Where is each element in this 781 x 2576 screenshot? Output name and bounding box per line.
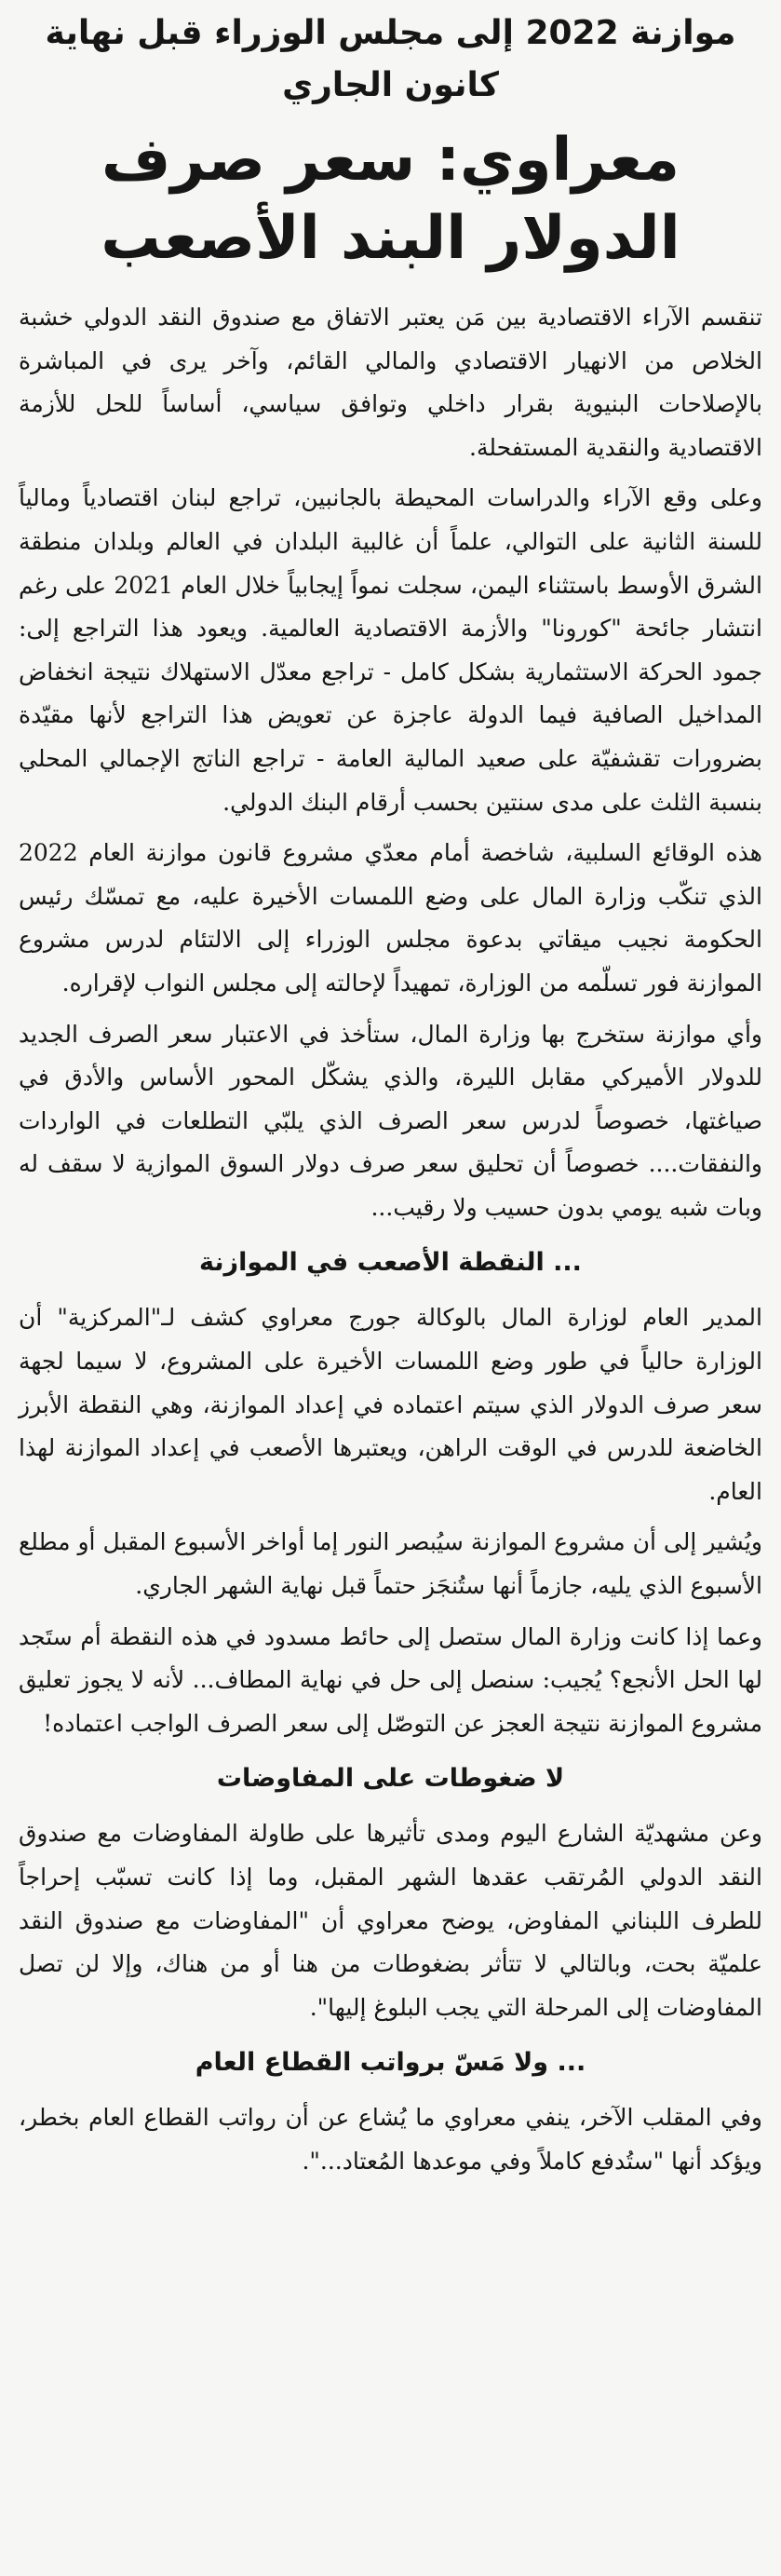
- body-paragraph-4: وأي موازنة ستخرج بها وزارة المال، ستأخذ في الاعتبار سعر الصرف الجديد للدولار الأميركي مقابل الليرة، والذي يشكّل المحور الأساس والأدق في صياغتها، خصوصاً لدرس سعر الصرف الذي يلبّي التطلعات في الواردات والنفقات.... خصوصاً أن تحليق سعر صرف دولار السوق الموازية لا سقف له وبات شبه يومي بدون حسيب ولا رقيب...: [19, 1020, 762, 1221]
- section4-paragraph-1: وفي المقلب الآخر، ينفي معراوي ما يُشاع عن أن رواتب القطاع العام بخطر، ويؤكد أنها "ستُدفع كاملاً وفي موعدها المُعتاد...".: [19, 2104, 762, 2175]
- body-paragraph-1: تنقسم الآراء الاقتصادية بين مَن يعتبر الاتفاق مع صندوق النقد الدولي خشبة الخلاص من الانهيار الاقتصادي والمالي القائم، وآخر يرى في المباشرة بالإصلاحات البنيوية بقرار داخلي وتوافق سياسي، أساساً للحل للأزمة الاقتصادية والنقدية المستفحلة.: [19, 304, 762, 461]
- headline-line-1: معراوي: سعر صرف: [101, 126, 680, 195]
- body-paragraph-2: وعلى وقع الآراء والدراسات المحيطة بالجانبين، تراجع لبنان اقتصادياً ومالياً للسنة الثانية على التوالي، علماً أن غالبية البلدان في العالم وبلدان منطقة الشرق الأوسط باستثناء اليمن، سجلت نمواً إيجابياً خلال العام 2021 على رغم انتشار جائحة "كورونا" والأزمة الاقتصادية العالمية. ويعود هذا التراجع إلى: جمود الحركة الاستثمارية بشكل كامل - تراجع معدّل الاستهلاك نتيجة انخفاض المداخيل الصافية فيما الدولة عاجزة عن تعويض هذا التراجع لأنها مقيّدة بضرورات تقشفيّة على صعيد المالية العامة - تراجع الناتج الإجمالي المحلي بنسبة الثلث على مدى سنتين بحسب أرقام البنك الدولي.: [19, 484, 762, 816]
- headline-line-2: الدولار البند الأصعب: [101, 204, 680, 273]
- section3-paragraph-1: وعن مشهديّة الشارع اليوم ومدى تأثيرها على طاولة المفاوضات مع صندوق النقد الدولي المُرتقب عقدها الشهر المقبل، وما إذا كانت تسبّب إحراجاً للطرف اللبناني المفاوض، يوضح معراوي أن "المفاوضات مع صندوق النقد علميّة بحت، وبالتالي لا تتأثر بضغوطات من هنا أو من هناك، وإلا لن تصل المفاوضات إلى المرحلة التي يجب البلوغ إليها".: [19, 1820, 762, 2021]
- article-headline: [19, 121, 762, 278]
- body-paragraph-3: هذه الوقائع السلبية، شاخصة أمام معدّي مشروع قانون موازنة العام 2022 الذي تنكّب وزارة المال على وضع اللمسات الأخيرة عليه، مع تمسّك رئيس الحكومة نجيب ميقاتي بدعوة مجلس الوزراء إلى الالتئام لدرس مشروع الموازنة فور تسلّمه من الوزارة، تمهيداً لإحالته إلى مجلس النواب لإقراره.: [19, 839, 762, 997]
- article-kicker: موازنة 2022 إلى مجلس الوزراء قبل نهاية كانون الجاري: [45, 14, 736, 104]
- subheading-hardest-point: ... النقطة الأصعب في الموازنة: [199, 1248, 582, 1278]
- subheading-no-pressure: لا ضغوطات على المفاوضات: [216, 1764, 565, 1794]
- article-body: [19, 296, 762, 2184]
- section2-paragraph-1: المدير العام لوزارة المال بالوكالة جورج معراوي كشف لـ"المركزية" أن الوزارة حالياً في طور وضع اللمسات الأخيرة على المشروع، لا سيما لجهة سعر صرف الدولار الذي سيتم اعتماده في إعداد الموازنة، وهي النقطة الأبرز الخاضعة للدرس في الوقت الراهن، ويعتبرها الأصعب في إعداد الموازنة لهذا العام.: [19, 1304, 762, 1505]
- subheading-public-salaries: ... ولا مَسّ برواتب القطاع العام: [195, 2048, 586, 2078]
- section2-paragraph-3: وعما إذا كانت وزارة المال ستصل إلى حائط مسدود في هذه النقطة أم ستَجد لها الحل الأنجع؟ يُجيب: سنصل إلى حل في نهاية المطاف... لأنه لا يجوز تعليق مشروع الموازنة نتيجة العجز عن التوصّل إلى سعر الصرف الواجب اعتماده!: [19, 1622, 762, 1737]
- section2-paragraph-2: ويُشير إلى أن مشروع الموازنة سيُبصر النور إما أواخر الأسبوع المقبل أو مطلع الأسبوع الذي يليه، جازماً أنها ستُنجَز حتماً قبل نهاية الشهر الجاري.: [19, 1528, 762, 1600]
